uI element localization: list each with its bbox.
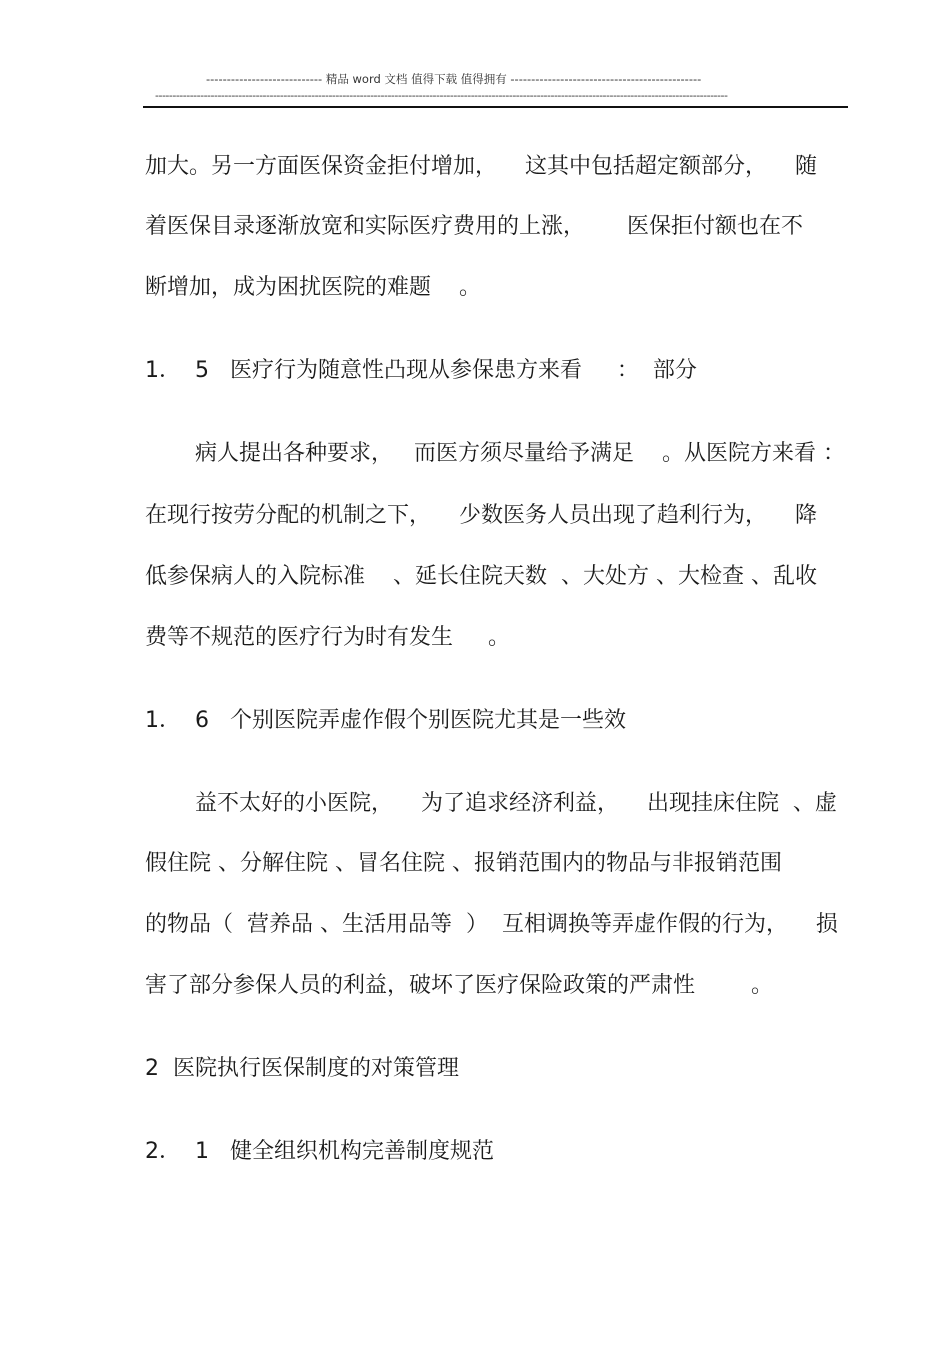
paragraph-line: 病人提出各种要求， 而医方须尽量给予满足 。从医院方来看 ：	[195, 441, 845, 466]
paragraph-line: 的物品（ 营养品 、生活用品等 ） 互相调换等弄虚作假的行为， 损	[145, 912, 838, 937]
header-rule	[143, 106, 848, 108]
paragraph-line: 在现行按劳分配的机制之下， 少数医务人员出现了趋利行为， 降	[145, 503, 817, 528]
paragraph-line: 断增加，成为困扰医院的难题 。	[145, 275, 481, 300]
section-heading: 1． 5 医疗行为随意性凸现从参保患方来看 ： 部分	[145, 358, 697, 383]
paragraph-line: 着医保目录逐渐放宽和实际医疗费用的上涨， 医保拒付额也在不	[145, 214, 803, 239]
paragraph-line: 低参保病人的入院标准 、延长住院天数 、大处方 、大检查 、乱收	[145, 564, 817, 589]
section-heading: 1． 6 个别医院弄虚作假个别医院尤其是一些效	[145, 708, 626, 733]
paragraph-line: 加大。另一方面医保资金拒付增加， 这其中包括超定额部分， 随	[145, 154, 817, 179]
section-heading: 2． 1 健全组织机构完善制度规范	[145, 1139, 494, 1164]
header-dash-line: ---------------------------------------------------------------------------------------------------------------------------------------------------------------------	[155, 89, 728, 102]
paragraph-line: 害了部分参保人员的利益，破坏了医疗保险政策的严肃性 。	[145, 973, 773, 998]
paragraph-line: 益不太好的小医院， 为了追求经济利益， 出现挂床住院 、虚	[195, 791, 837, 816]
header-banner: ---------------------------- 精品 word 文档 值得下载 值得拥有 ----------------------------------------------	[206, 72, 702, 86]
section-heading: 2 医院执行医保制度的对策管理	[145, 1056, 459, 1081]
paragraph-line: 费等不规范的医疗行为时有发生 。	[145, 625, 510, 650]
paragraph-line: 假住院 、分解住院 、冒名住院 、报销范围内的物品与非报销范围	[145, 851, 782, 876]
